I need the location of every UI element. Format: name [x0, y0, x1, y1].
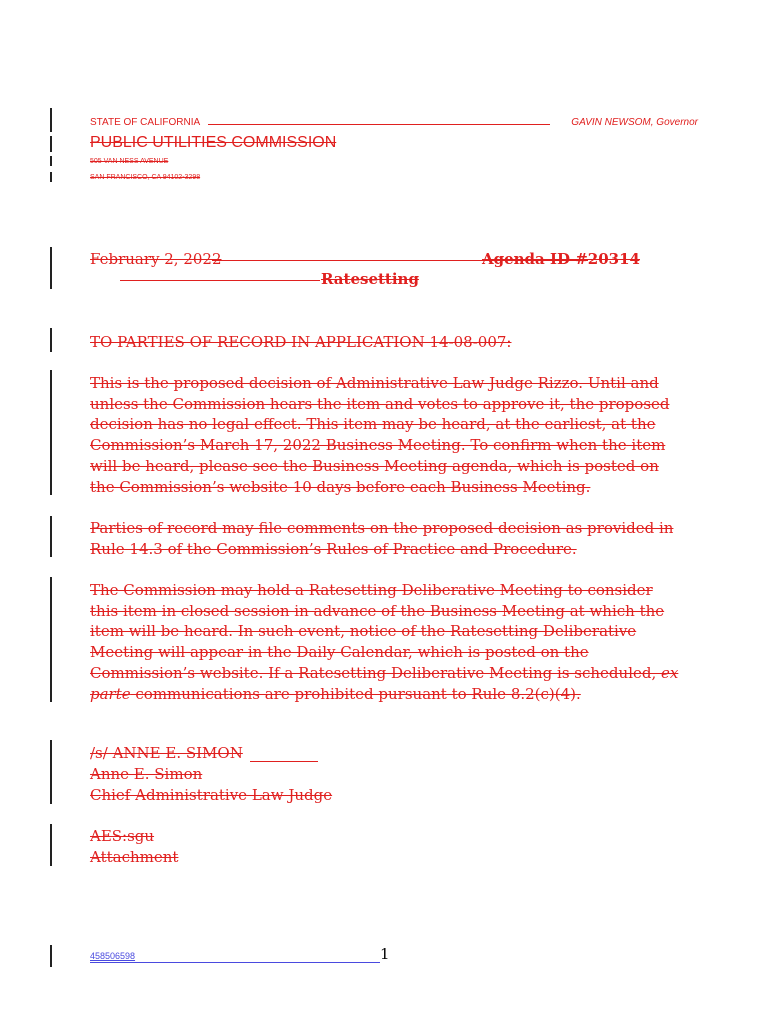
date-agenda-row: [90, 250, 640, 272]
page-number: 1: [380, 945, 390, 963]
signer-title: Chief Administrative Law Judge: [90, 786, 333, 804]
address-line-2: SAN FRANCISCO, CA 94102-3298: [90, 174, 201, 181]
proceeding-type-row: [120, 270, 419, 290]
paragraph-deliberative-meeting: [90, 580, 680, 704]
signature: /s/ ANNE E. SIMON: [90, 744, 243, 762]
change-bar: [50, 516, 52, 557]
letterhead-state-line: [90, 117, 698, 131]
governor-label: GAVIN NEWSOM, Governor: [571, 117, 698, 128]
change-bar: [50, 577, 52, 702]
change-bar: [50, 328, 52, 352]
change-bar: [50, 247, 52, 289]
signer-name: Anne E. Simon: [90, 765, 203, 783]
change-bar: [50, 945, 52, 967]
paragraph-text: The Commission may hold a Ratesetting Deliberative Meeting to consider this item in closed session in advance of the Business Meeting at which the item will be heard. In such event, notice of the Ratesetting Deliberative Meeting will appear in the Daily Calendar, which is posted on the Commission’s website. If a Ratesetting Deliberative Meeting is scheduled,: [90, 581, 665, 682]
change-bar: [50, 740, 52, 804]
paragraph-comments: Parties of record may file comments on the proposed decision as provided in Rule 14.3 of the Commission’s Rules of Practice and Procedure.: [90, 519, 674, 558]
memo-date: February 2, 2022: [90, 250, 222, 268]
agenda-id: Agenda ID #20314: [481, 250, 640, 268]
change-bar: [50, 108, 52, 132]
ex-parte-term: ex parte: [90, 663, 679, 703]
commission-title: PUBLIC UTILITIES COMMISSION: [90, 134, 337, 151]
footer-rule: [90, 962, 380, 963]
tab-leader: [120, 280, 320, 281]
signature-underline: [250, 761, 318, 762]
paragraph-proposed-decision: This is the proposed decision of Administrative Law Judge Rizzo. Until and unless the Commission hears the item and votes to approve it, the proposed decision has no legal effect. This item may be heard, at the earliest, at the Commission’s March 17, 2022 Business Meeting. To confirm when the item will be heard, please see the Business Meeting agenda, which is posted on the Commission’s website 10 days before each Business Meeting.: [90, 374, 670, 496]
address-line-1: 505 VAN NESS AVENUE: [90, 158, 169, 165]
change-bar: [50, 172, 52, 182]
change-bar: [50, 824, 52, 866]
document-number: 458506598: [90, 951, 136, 961]
letterhead-rule: [208, 124, 550, 125]
signature-line: [90, 744, 320, 764]
reference-initials: AES:sgu: [90, 827, 155, 845]
attachment-note: Attachment: [90, 848, 179, 866]
paragraph-text: communications are prohibited pursuant to Rule 8.2(c)(4).: [130, 684, 581, 703]
addressee-line: TO PARTIES OF RECORD IN APPLICATION 14-08-007:: [90, 333, 512, 351]
change-bar: [50, 156, 52, 166]
change-bar: [50, 370, 52, 495]
change-bar: [50, 136, 52, 152]
proceeding-type: Ratesetting: [321, 270, 419, 288]
tab-leader: [212, 260, 362, 261]
state-label: STATE OF CALIFORNIA: [90, 117, 201, 128]
